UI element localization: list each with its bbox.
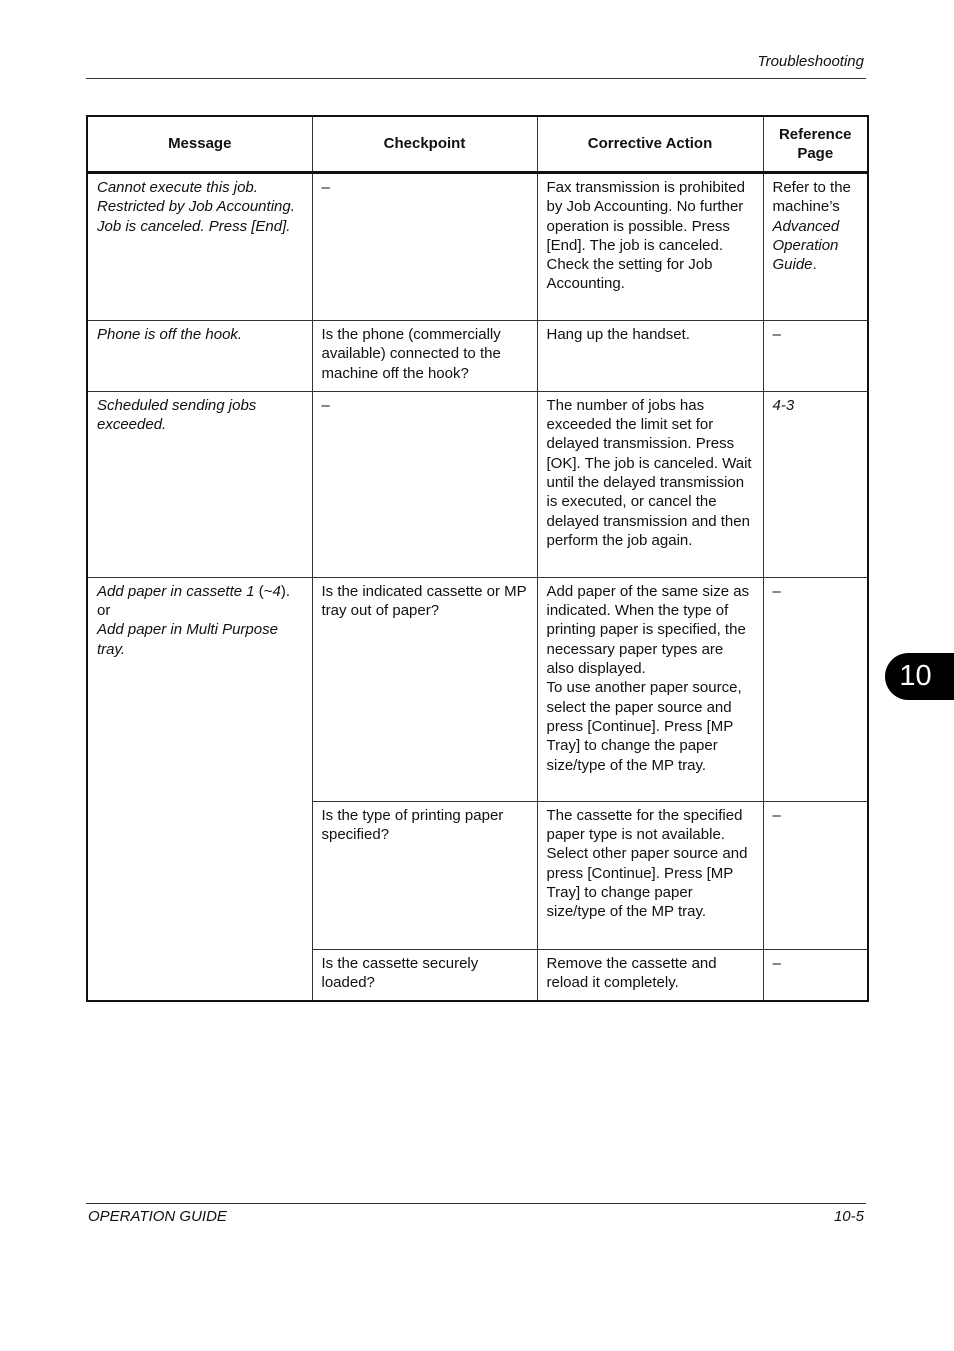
message-cell xyxy=(87,577,312,1001)
reference-page-link: 4-3 xyxy=(772,396,795,414)
checkpoint-cell: Is the type of printing paper specified? xyxy=(312,801,537,949)
checkpoint-cell: Is the cassette securely loaded? xyxy=(312,949,537,1001)
checkpoint-cell: – xyxy=(312,173,537,321)
reference-prefix: Refer to the machine’s xyxy=(772,179,851,216)
reference-cell: – xyxy=(763,801,868,949)
reference-cell: – xyxy=(763,321,868,392)
column-header-corrective-action: Corrective Action xyxy=(537,116,763,173)
running-header-title: Troubleshooting xyxy=(757,53,864,70)
table-header-row xyxy=(87,116,868,173)
message-text: Phone is off the hook. xyxy=(97,326,243,343)
action-cell: Add paper of the same size as indicated. When the type of printing paper is specified, the necessary paper types are also displayed. To use another paper source, select the paper source and press [Continue]. Press [MP Tray] to change the paper size/type of the MP tray. xyxy=(537,577,763,801)
action-cell: Remove the cassette and reload it completely. xyxy=(537,949,763,1001)
action-cell: The number of jobs has exceeded the limit set for delayed transmission. Press [OK]. The job is canceled. Wait until the delayed transmission is executed, or cancel the delayed transmission and then perform the job again. xyxy=(537,391,763,577)
message-cell xyxy=(87,321,312,392)
column-header-reference-page: Reference Page xyxy=(763,116,868,173)
table-row xyxy=(87,173,868,321)
header-divider xyxy=(86,78,866,79)
reference-cell xyxy=(763,391,868,577)
message-text: Cannot execute this job. Restricted by Job Accounting. Job is canceled. Press [End]. xyxy=(97,179,295,235)
footer-divider xyxy=(86,1203,866,1204)
message-text-cassette: Add paper in cassette 1 xyxy=(97,582,255,600)
message-cell xyxy=(87,391,312,577)
column-header-checkpoint: Checkpoint xyxy=(312,116,537,173)
checkpoint-cell: Is the indicated cassette or MP tray out of paper? xyxy=(312,577,537,801)
action-cell: Fax transmission is prohibited by Job Accounting. No further operation is possible. Press [End]. The job is canceled. Check the setting for Job Accounting. xyxy=(537,173,763,321)
footer-guide-name: OPERATION GUIDE xyxy=(88,1208,227,1225)
reference-cell xyxy=(763,173,868,321)
message-range-number: 4 xyxy=(272,582,281,600)
column-header-message: Message xyxy=(87,116,312,173)
message-range-close: ). xyxy=(280,582,291,600)
message-text: Scheduled sending jobs exceeded. xyxy=(97,396,257,434)
footer-page-number: 10-5 xyxy=(833,1208,864,1225)
chapter-tab: 10 xyxy=(885,653,954,700)
message-or: or xyxy=(97,602,111,620)
reference-cell: – xyxy=(763,949,868,1001)
message-text-mp-tray: Add paper in Multi Purpose tray. xyxy=(97,621,278,658)
message-cell xyxy=(87,173,312,321)
reference-cell: – xyxy=(763,577,868,801)
checkpoint-cell: Is the phone (commercially available) connected to the machine off the hook? xyxy=(312,321,537,392)
reference-guide-name: Advanced Operation Guide xyxy=(772,217,840,274)
action-cell: The cassette for the specified paper type is not available. Select other paper source and press [Continue]. Press [MP Tray] to change paper size/type of the MP tray. xyxy=(537,801,763,949)
table-row xyxy=(87,321,868,392)
table-row xyxy=(87,577,868,801)
table-row xyxy=(87,391,868,577)
troubleshooting-table xyxy=(86,115,869,1002)
reference-suffix: . xyxy=(812,256,817,274)
message-range-open: (~ xyxy=(254,582,273,600)
checkpoint-cell: – xyxy=(312,391,537,577)
action-cell: Hang up the handset. xyxy=(537,321,763,392)
